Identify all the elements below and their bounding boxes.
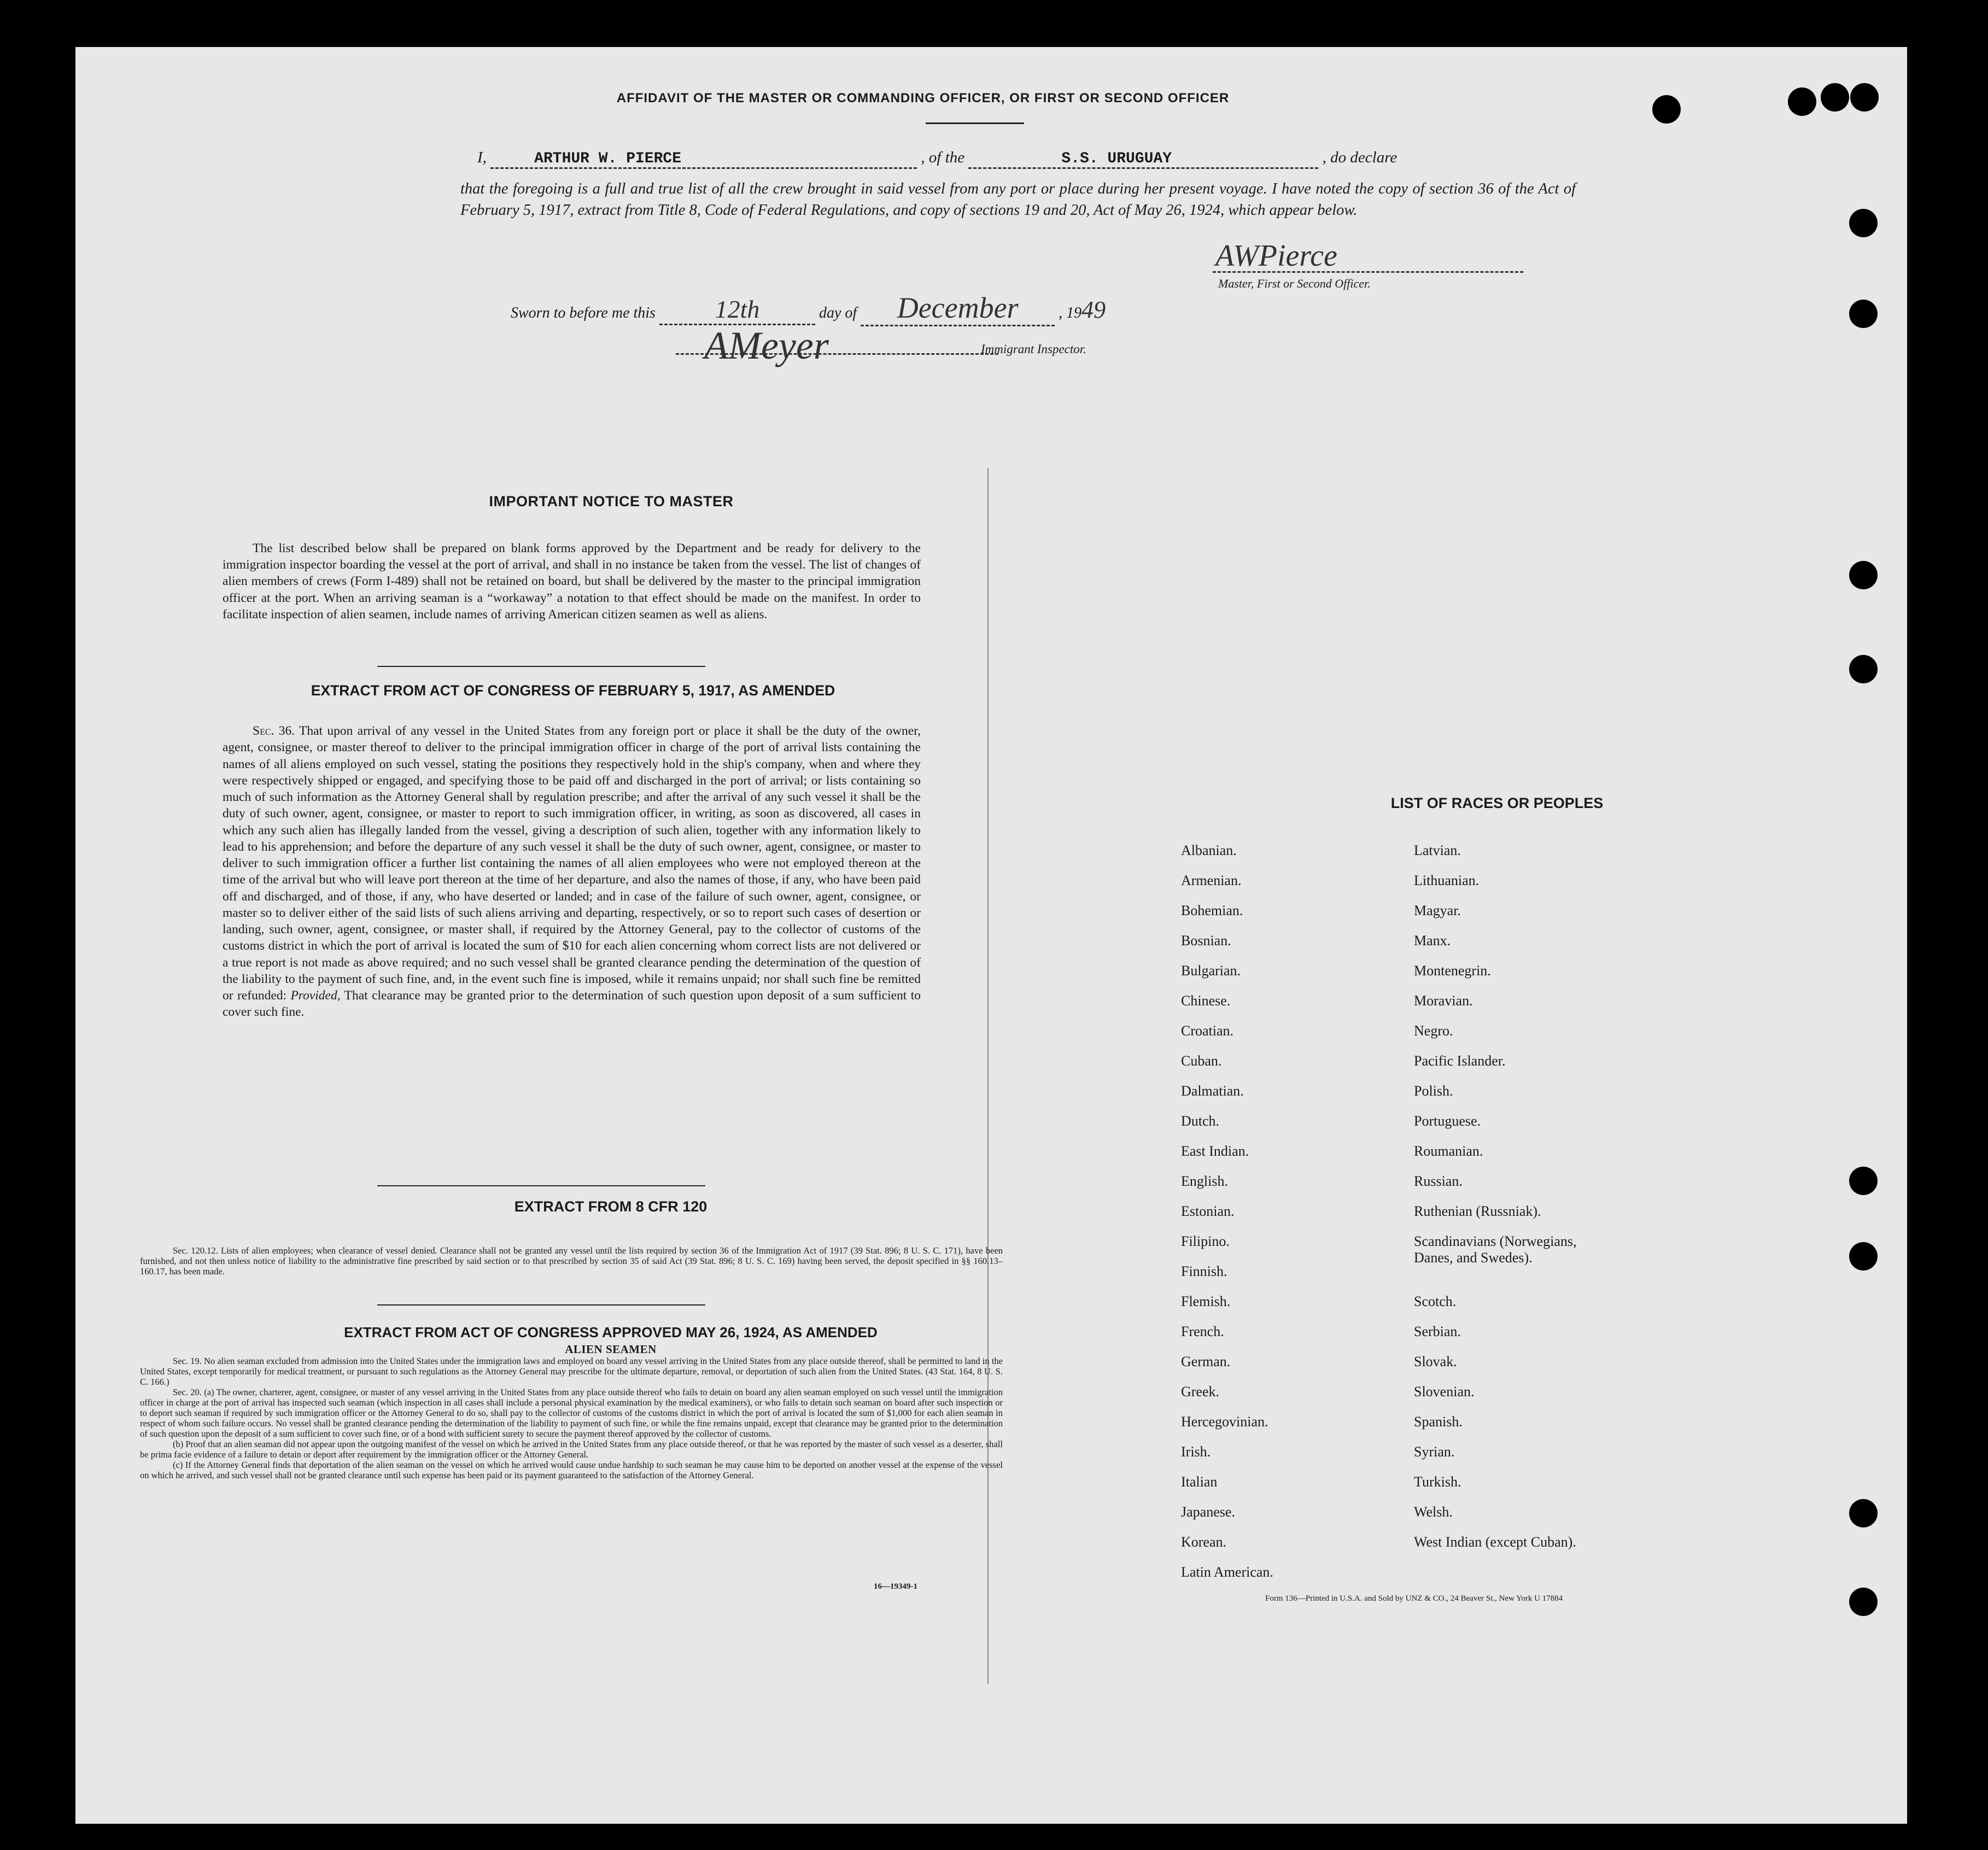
declaration-line-1 <box>477 149 1571 169</box>
race-item: Bulgarian. <box>1181 963 1241 979</box>
race-item: Portuguese. <box>1414 1113 1481 1129</box>
extract-1924-body <box>140 1356 1003 1480</box>
race-item: Chinese. <box>1181 993 1231 1009</box>
extract-1924-heading: EXTRACT FROM ACT OF CONGRESS APPROVED MAY 26, 1924, AS AMENDED <box>344 1324 878 1340</box>
alien-seamen-subheading: ALIEN SEAMEN <box>565 1343 657 1356</box>
do-declare-text: , do declare <box>1322 149 1398 166</box>
races-heading: LIST OF RACES OR PEOPLES <box>1390 795 1604 811</box>
extract-1917-heading: EXTRACT FROM ACT OF CONGRESS OF FEBRUARY 5, 1917, AS AMENDED <box>311 682 835 699</box>
race-item: Albanian. <box>1181 842 1237 858</box>
extract-1917-divider <box>377 1185 705 1186</box>
fold-line <box>987 468 989 1684</box>
punch-hole-right-6 <box>1849 1242 1878 1271</box>
race-item: Turkish. <box>1414 1474 1461 1490</box>
punch-hole-right-8 <box>1849 1588 1878 1616</box>
race-item: Welsh. <box>1414 1504 1453 1520</box>
race-item: Serbian. <box>1414 1324 1461 1339</box>
race-item: Syrian. <box>1414 1444 1455 1460</box>
extract-cfr-body <box>140 1245 1003 1277</box>
race-item: Lithuanian. <box>1414 873 1480 888</box>
inspector-caption: Immigrant Inspector. <box>981 342 1086 356</box>
race-item: Estonian. <box>1181 1203 1235 1219</box>
sec-20b-paragraph: (b) Proof that an alien seaman did not appear upon the outgoing manifest of the vessel on which he arrived in the United States from any place outside thereof, or that he was reported by the master of such vessel as a deserter, shall be prima facie evidence of a failure to detain or deport after requirement by the immigration officer or the Attorney General. <box>140 1439 1003 1460</box>
race-item: Slovak. <box>1414 1354 1457 1369</box>
sworn-text: Sworn to before me this <box>511 305 656 321</box>
title-divider <box>926 122 1024 124</box>
race-item: Pacific Islander. <box>1414 1053 1506 1069</box>
prefix-i: I, <box>477 149 487 166</box>
race-item: Slovenian. <box>1414 1384 1475 1400</box>
punch-hole-right-1 <box>1849 209 1878 237</box>
race-item: French. <box>1181 1324 1224 1339</box>
month-blank <box>861 291 1055 326</box>
race-item: Armenian. <box>1181 873 1242 888</box>
race-item: Spanish. <box>1414 1414 1463 1430</box>
notice-paragraph: The list described below shall be prepared on blank forms approved by the Department and be ready for delivery to the immigration inspector boarding the vessel at the port of arrival, and shall in no instance be taken from the vessel. The list of changes of alien members of crews (Form I-489) shall not be retained on board, but shall be delivered by the master to the principal immigration officer at the port. When an arriving seaman is a “workaway” a notation to that effect should be made on the manifest. In order to facilitate inspection of alien seamen, include names of arriving American citizen seamen as well as aliens. <box>223 541 921 622</box>
notice-body <box>223 540 921 623</box>
inspector-signature-image: AMeyer <box>704 324 829 367</box>
race-item: Ruthenian (Russniak). <box>1414 1203 1541 1219</box>
declaration-text: that the foregoing is a full and true list of all the crew brought in said vessel from any port or place during her present voyage. I have noted the copy of section 36 of the Act of February 5, 1917, extract from Title 8, Code of Federal Regulations, and copy of sections 19 and 20, Act of May 26, 1924, which appear below. <box>460 180 1576 219</box>
punch-hole-top-3 <box>1821 83 1849 112</box>
race-item: Dalmatian. <box>1181 1083 1244 1099</box>
race-item: Scandinavians (Norwegians, Danes, and Swedes). <box>1414 1233 1577 1266</box>
races-column-left <box>1181 842 1273 1594</box>
document-page <box>75 47 1907 1824</box>
race-item: Flemish. <box>1181 1293 1231 1309</box>
race-item: Hercegovinian. <box>1181 1414 1268 1430</box>
sworn-line <box>511 291 1106 326</box>
inspector-signature <box>704 323 829 368</box>
race-item: German. <box>1181 1354 1231 1369</box>
master-signature <box>1215 238 1337 273</box>
sec-36-paragraph <box>223 723 921 1021</box>
race-item: Greek. <box>1181 1384 1220 1400</box>
day-of-text: day of <box>818 305 857 321</box>
race-item: Croatian. <box>1181 1023 1234 1039</box>
inspector-signature-line <box>676 353 998 355</box>
master-name-blank <box>490 149 917 169</box>
race-item: Japanese. <box>1181 1504 1235 1520</box>
year-prefix: , 19 <box>1059 305 1082 321</box>
sec-36-text: That upon arrival of any vessel in the United States from any foreign port or place it shall be the duty of the owner, agent, consignee, or master thereof to deliver to the principal immigration officer in charge of the port of arrival lists containing the names of all aliens employed on such vessel, stating the positions they respectively hold in the ship's company, when and where they were respectively shipped or engaged, and specifying those to be paid off and discharged in the port of arrival; or lists containing so much of such information as the Attorney General shall by regulation prescribe; and after the arrival of any such vessel it shall be the duty of such owner, agent, consignee, or master to report to such immigration officer, in writing, as soon as discovered, all cases in which any such alien has illegally landed from the vessel, giving a description of such alien, together with any information likely to lead to his apprehension; and before the departure of any such vessel it shall be the duty of such owner, agent, consignee, or master to deliver to such immigration officer a further list containing the names of all alien employees who were not employed thereon at the time of the arrival but who will leave port thereon at the time of her departure, and also the names of those, if any, who have been paid off and discharged, and of those, if any, who have deserted or landed; and in case of the failure of such owner, agent, consignee, or master so to deliver either of the said lists of such aliens arriving and departing, respectively, or so to report such cases of desertion or landing, such owner, agent, consignee, or master shall, if required by the Attorney General, pay to the collector of customs of the customs district in which the port of arrival is located the sum of $10 for each alien concerning whom correct lists are not delivered or a true report is not made as above required; and no such vessel shall be granted clearance pending the determination of the question of the liability to the payment of such fine, and, in the event such fine is imposed, while it remains unpaid; nor shall such fine be remitted or refunded: <box>223 724 921 1003</box>
day-value: 12th <box>715 295 760 323</box>
race-item: Roumanian. <box>1414 1143 1483 1159</box>
master-signature-caption: Master, First or Second Officer. <box>1218 277 1371 290</box>
race-item: Italian <box>1181 1474 1218 1490</box>
sec-19-paragraph: Sec. 19. No alien seaman excluded from admission into the United States under the immigration laws and employed on board any vessel arriving in the United States from any place outside thereof, shall be permitted to land in the United States, except temporarily for medical treatment, or pursuant to such regulations as the Attorney General may prescribe for the ultimate departure, removal, or deportation of such alien from the United States. (43 Stat. 164, 8 U. S. C. 166.) <box>140 1356 1003 1387</box>
punch-hole-top-4 <box>1850 83 1879 112</box>
race-item: Latin American. <box>1181 1564 1273 1580</box>
of-the-text: , of the <box>921 149 965 166</box>
race-item: Cuban. <box>1181 1053 1222 1069</box>
punch-hole-right-5 <box>1849 1167 1878 1195</box>
race-item: Filipino. <box>1181 1233 1230 1249</box>
form-footer: Form 136—Printed in U.S.A. and Sold by UNZ & CO., 24 Beaver St., New York U 17884 <box>1265 1594 1563 1603</box>
race-item: Latvian. <box>1414 842 1461 858</box>
race-item <box>1414 1564 1576 1594</box>
race-item: Manx. <box>1414 933 1451 949</box>
punch-hole-top-2 <box>1788 87 1816 116</box>
sec-36-tail: That clearance may be granted prior to the determination of such question upon deposit of a sum sufficient to cover such fine. <box>223 988 921 1020</box>
affidavit-title: AFFIDAVIT OF THE MASTER OR COMMANDING OFFICER, OR FIRST OR SECOND OFFICER <box>616 91 1230 106</box>
races-column-right <box>1414 842 1576 1594</box>
race-item: Magyar. <box>1414 903 1461 918</box>
race-item: Bohemian. <box>1181 903 1243 918</box>
punch-hole-right-2 <box>1849 300 1878 328</box>
master-name-value: ARTHUR W. PIERCE <box>534 150 682 167</box>
punch-hole-right-7 <box>1849 1499 1878 1527</box>
race-item: Korean. <box>1181 1534 1227 1550</box>
vessel-name-blank <box>968 149 1318 169</box>
master-signature-image: AWPierce <box>1215 239 1337 273</box>
extract-cfr-heading: EXTRACT FROM 8 CFR 120 <box>514 1198 708 1215</box>
race-item: Montenegrin. <box>1414 963 1491 979</box>
race-item: English. <box>1181 1173 1228 1189</box>
extract-1917-body <box>223 723 921 1021</box>
punch-hole-right-3 <box>1849 561 1878 589</box>
race-item: Scotch. <box>1414 1293 1457 1309</box>
race-item: Irish. <box>1181 1444 1211 1460</box>
notice-heading: IMPORTANT NOTICE TO MASTER <box>489 493 734 510</box>
month-value: December <box>897 291 1019 324</box>
year-suffix: 49 <box>1081 296 1106 323</box>
day-blank <box>659 295 815 325</box>
race-item: East Indian. <box>1181 1143 1249 1159</box>
punch-hole-right-4 <box>1849 655 1878 683</box>
extract-cfr-divider <box>377 1304 705 1305</box>
race-item: Polish. <box>1414 1083 1453 1099</box>
race-item: Dutch. <box>1181 1113 1220 1129</box>
race-item: Negro. <box>1414 1023 1453 1039</box>
sec-120-paragraph: Sec. 120.12. Lists of alien employees; when clearance of vessel denied. Clearance shall not be granted any vessel until the lists required by section 36 of the Immigration Act of 1917 (39 Stat. 896; 8 U. S. C. 171), have been furnished, and not then unless notice of liability to the administrative fine prescribed by said section or to that prescribed by section 35 of said Act (39 Stat. 896; 8 U. S. C. 169) having been served, the deposit specified in §§ 160.13–160.17, has been made. <box>140 1245 1003 1277</box>
vessel-name-value: S.S. URUGUAY <box>1061 150 1172 167</box>
provided-word: Provided, <box>290 988 341 1003</box>
sec-36-label: Sec. 36. <box>253 724 295 738</box>
sec-20c-paragraph: (c) If the Attorney General finds that deportation of the alien seaman on the vessel on which he arrived would cause undue hardship to such seaman he may cause him to be deported on another vessel at the expense of the vessel on which he arrived, and such vessel shall not be granted clearance until such expense has been paid or its payment guaranteed to the satisfaction of the Attorney General. <box>140 1460 1003 1480</box>
notice-divider <box>377 666 705 667</box>
race-item: Moravian. <box>1414 993 1473 1009</box>
race-item: Finnish. <box>1181 1263 1227 1279</box>
master-signature-line <box>1213 271 1523 273</box>
race-item: West Indian (except Cuban). <box>1414 1534 1576 1550</box>
race-item: Russian. <box>1414 1173 1463 1189</box>
form-number-left: 16—19349-1 <box>874 1582 917 1591</box>
sec-20a-paragraph: Sec. 20. (a) The owner, charterer, agent, consignee, or master of any vessel arriving in the United States from any place outside thereof who fails to detain on board any alien seaman employed on such vessel until the immigration officer in charge at the port of arrival has inspected such seaman (which inspection in all cases shall include a personal physical examination by the medical examiners), or who fails to detain such seaman on board after such inspection or to deport such seaman if required by such immigration officer or the Attorney General to do so, shall pay to the collector of customs of the customs district in which the port of arrival is located the sum of $1,000 for each alien seaman in respect of whom such failure occurs. No vessel shall be granted clearance pending the determination of the liability to payment of such fine, or while the fine remains unpaid, except that clearance may be granted prior to the determination of such question upon the deposit of a sum sufficient to cover such fine, or of a bond with sufficient surety to secure the payment thereof approved by the collector of customs. <box>140 1387 1003 1439</box>
race-item: Bosnian. <box>1181 933 1231 949</box>
